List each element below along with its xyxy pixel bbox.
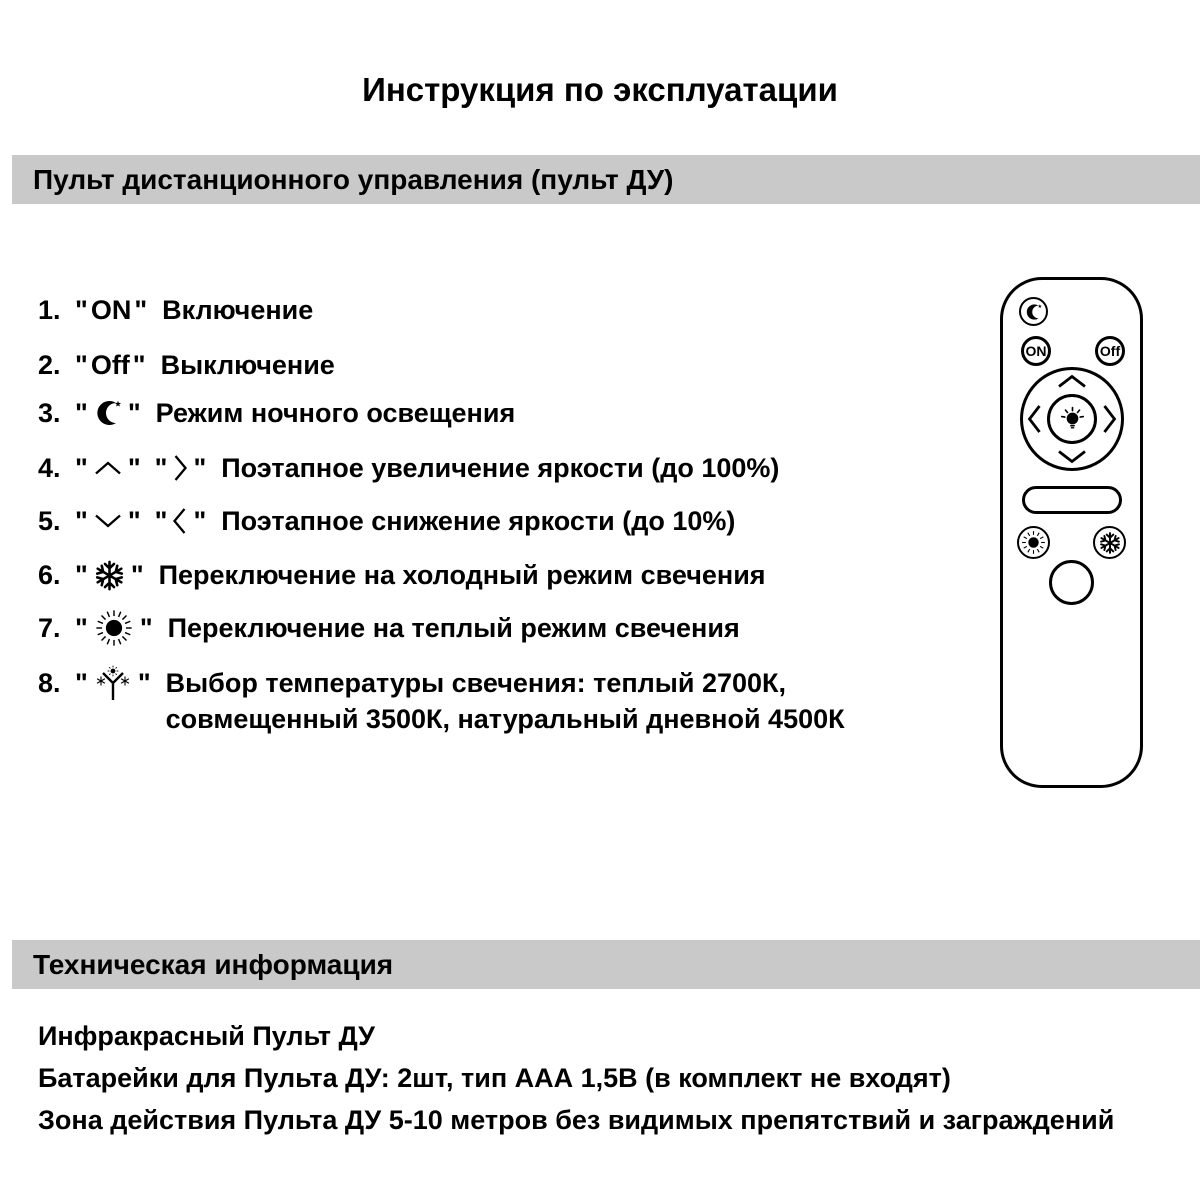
- chevron-right-icon: [172, 450, 188, 486]
- item-number: 3.: [38, 398, 61, 428]
- remote-pill-button: [1022, 486, 1122, 514]
- quote-mark: ": [137, 668, 151, 698]
- item-description: Режим ночного освещения: [155, 398, 516, 428]
- remote-warm-button: [1017, 526, 1050, 559]
- quote-mark: ": [75, 668, 88, 698]
- quote-mark: ": [132, 350, 146, 380]
- bulb-icon: [1059, 406, 1086, 433]
- tech-info-line: Инфракрасный Пульт ДУ: [38, 1021, 375, 1051]
- section-header-remote: [12, 155, 1200, 204]
- section-header-tech: [12, 940, 1200, 989]
- quote-mark: ": [134, 295, 148, 325]
- moon-icon: [93, 395, 123, 431]
- tech-info-line: Батарейки для Пульта ДУ: 2шт, тип ААА 1,5В (в комплект не входят): [38, 1063, 951, 1093]
- item-number: 7.: [38, 613, 61, 643]
- quote-mark: ": [127, 398, 141, 428]
- item-description: Включение: [162, 295, 314, 325]
- quote-mark: ": [193, 453, 207, 483]
- remote-off-label: Off: [1099, 343, 1121, 359]
- section-header-remote-label: Пульт дистанционного управления (пульт ДУ): [33, 163, 674, 195]
- chevron-up-icon: [1056, 374, 1088, 389]
- quote-mark: ": [193, 506, 207, 536]
- item-description: Поэтапное увеличение яркости (до 100%): [221, 453, 780, 483]
- quote-mark: ": [75, 560, 88, 590]
- quote-mark: ": [154, 506, 168, 536]
- remote-illustration: [1000, 277, 1143, 788]
- chevron-up-icon: [93, 450, 123, 486]
- list-item-off: [38, 347, 335, 383]
- list-item-warm-mode: [38, 610, 740, 646]
- page-title: Инструкция по эксплуатации: [362, 71, 838, 108]
- snowflake-icon: [1098, 531, 1122, 555]
- item-description: Выключение: [160, 350, 335, 380]
- quote-mark: ": [139, 613, 153, 643]
- section-header-tech-label: Техническая информация: [33, 948, 394, 980]
- list-item-color-temperature: [38, 665, 846, 737]
- moon-icon: [1024, 303, 1043, 321]
- snowflake-icon: [93, 557, 126, 593]
- tech-info-line: Зона действия Пульта ДУ 5-10 метров без видимых препятствий и заграждений: [38, 1105, 1115, 1135]
- remote-bottom-button: [1049, 560, 1094, 605]
- item-number: 1.: [38, 295, 61, 325]
- item-number: 6.: [38, 560, 61, 590]
- list-item-on: [38, 292, 313, 328]
- on-button-label: ON: [90, 295, 132, 325]
- quote-mark: ": [75, 453, 88, 483]
- item-description: Выбор температуры свечения: теплый 2700К, совмещенный 3500К, натуральный дневной 4500К: [165, 668, 845, 734]
- sun-icon: [1020, 529, 1047, 556]
- item-description: Переключение на холодный режим свечения: [158, 560, 766, 590]
- item-number: 4.: [38, 453, 61, 483]
- remote-dpad: [1020, 367, 1124, 471]
- item-number: 5.: [38, 506, 61, 536]
- list-item-cold-mode: [38, 557, 766, 593]
- remote-on-button: [1021, 336, 1051, 366]
- remote-night-mode-button: [1019, 297, 1048, 326]
- quote-mark: ": [130, 560, 144, 590]
- list-item-brightness-up: [38, 450, 779, 486]
- remote-bulb-button: [1047, 394, 1097, 444]
- list-item-brightness-down: [38, 503, 735, 539]
- quote-mark: ": [127, 506, 141, 536]
- chevron-down-icon: [1056, 449, 1088, 464]
- item-number: 2.: [38, 350, 61, 380]
- quote-mark: ": [75, 398, 88, 428]
- remote-on-label: ON: [1025, 343, 1047, 359]
- quote-mark: ": [75, 506, 88, 536]
- item-number: 8.: [38, 668, 61, 698]
- quote-mark: ": [75, 295, 88, 325]
- sun-icon: [93, 610, 135, 646]
- off-button-label: Off: [90, 350, 130, 380]
- item-description: Поэтапное снижение яркости (до 10%): [221, 506, 736, 536]
- remote-off-button: [1095, 336, 1125, 366]
- chevron-down-icon: [93, 503, 123, 539]
- quote-mark: ": [75, 613, 88, 643]
- chevron-right-icon: [1102, 403, 1117, 435]
- quote-mark: ": [75, 350, 88, 380]
- chevron-left-icon: [172, 503, 188, 539]
- item-description: Переключение на теплый режим свечения: [167, 613, 740, 643]
- quote-mark: ": [154, 453, 168, 483]
- list-item-night-mode: [38, 395, 515, 431]
- quote-mark: ": [127, 453, 141, 483]
- color-temperature-icon: [93, 665, 133, 701]
- chevron-left-icon: [1027, 403, 1042, 435]
- remote-cold-button: [1093, 526, 1126, 559]
